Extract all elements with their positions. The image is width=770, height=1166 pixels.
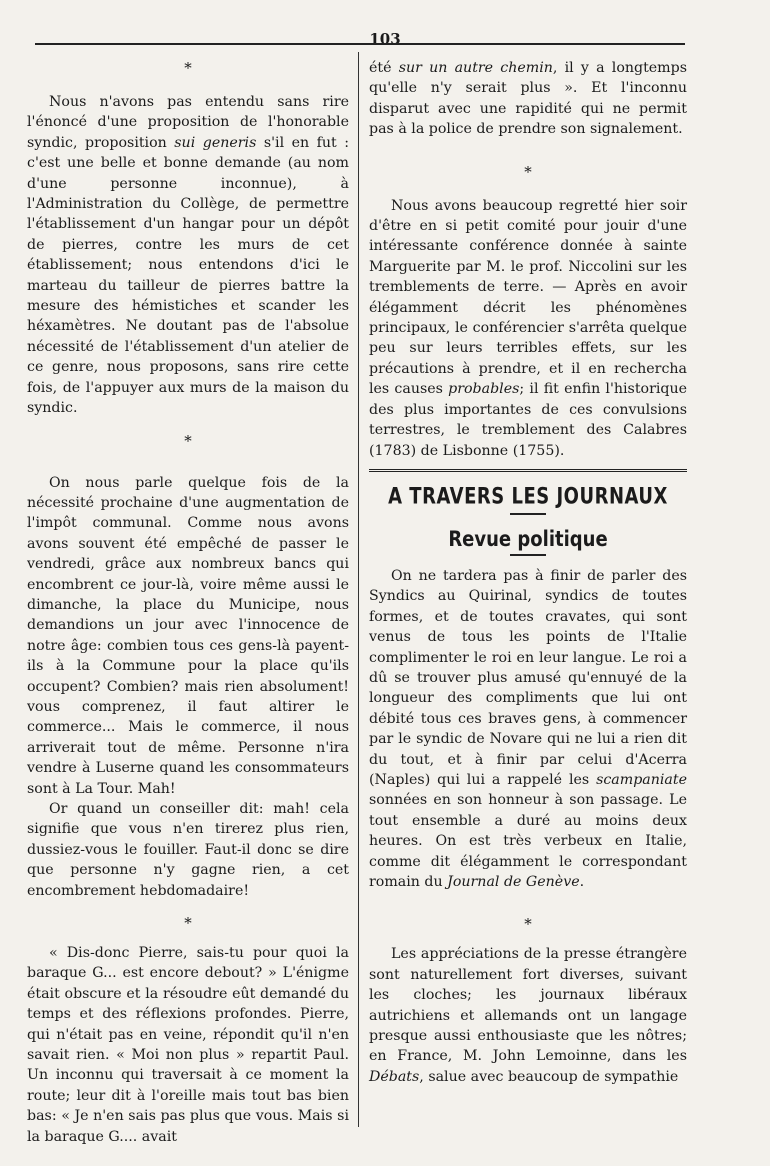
right-column bbox=[369, 58, 687, 1087]
paragraph-impot: On nous parle quelque fois de la nécessité prochaine d'une augmentation de l'impôt communal. Comme nous avons avons souvent été empêché de passer le vendredi, grâce aux nombreux bancs qui encombrent ce jour-là, voire même aussi le dimanche, la place du Municipe, nous demandions un jour avec l'innocence de notre âge: combien tous ces gens-là payent-ils à la Commune pour la place qu'ils occupent? Combien? mais rien absolument! vous comprenez, il faut altirer le commerce... Mais le commerce, il nous arriverait tout de même. Personne n'ira vendre à Luserne quand les consommateurs sont à La Tour. Mah! bbox=[27, 474, 349, 797]
header-rule bbox=[35, 43, 685, 45]
paragraph-hangar: Nous n'avons pas entendu sans rire l'énoncé d'une proposition de l'honorable syndic, proposition sui generis s'il en fut : c'est une belle et bonne demande (au nom d'une personne inconnue), à l'Administration du Collège, de permettre l'établissement d'un hangar pour un dépôt de pierres, contre les murs de cet établissement; nous entendons d'ici le marteau du tailleur de pierres battre la mesure des hémistiches et scander les héxamètres. Ne doutant pas de l'absolue nécessité de l'établissement d'un atelier de ce genre, nous proposons, sans rire cette fois, de l'appuyer aux murs de la maison du syndic. bbox=[27, 94, 350, 417]
section-rule bbox=[369, 469, 687, 472]
paragraph-conseiller: Or quand un conseiller dit: mah! cela signifie que vous n'en tirerez plus rien, dussiez-vous le fouiller. Faut-il donc se dire que personne n'y gagne rien, a cet encombrement hebdomadaire! bbox=[27, 801, 349, 899]
section-star: * bbox=[184, 431, 192, 450]
section-star: * bbox=[184, 914, 192, 933]
page-number: 103 bbox=[369, 30, 401, 48]
title-rule bbox=[510, 513, 546, 515]
section-title: A TRAVERS LES JOURNAUX bbox=[388, 483, 668, 510]
paragraph-baraque-cont: été sur un autre chemin, il y a longtemps qu'elle n'y serait plus ». Et l'inconnu disparut avec une rapidité qui ne permit pas à la police de prendre son signalement. bbox=[369, 60, 687, 138]
paragraph-baraque: « Dis-donc Pierre, sais-tu pour quoi la baraque G... est encore debout? » L'énigme était obscure et la résoudre eût demandé du temps et des réflexions profondes. Pierre, qui n'était pas en veine, répondit qu'il n'en savait rien. « Moi non plus » repartit Paul. Un inconnu qui traversait à ce moment la route; leur dit à l'oreille mais tout bas bien bas: « Je n'en sais pas plus que vous. Mais si la baraque G.... avait bbox=[27, 945, 349, 1145]
section-star: * bbox=[524, 915, 532, 934]
subtitle-rule bbox=[510, 554, 546, 556]
section-star: * bbox=[184, 59, 192, 77]
section-star: * bbox=[524, 162, 532, 181]
left-column bbox=[27, 58, 349, 1147]
paragraph-presse: Les appréciations de la presse étrangère sont naturellement fort diverses, suivant les cloches; les journaux libéraux autrichiens et allemands ont un langage presque aussi enthousiaste que les nôtres; en France, M. John Lemoinne, dans les Débats, salue avec beaucoup de sympathie bbox=[369, 946, 687, 1085]
column-divider bbox=[358, 52, 359, 1127]
section-subtitle: Revue politique bbox=[448, 526, 608, 553]
paragraph-syndics: On ne tardera pas à finir de parler des Syndics au Quirinal, syndics de toutes formes, et de toutes cravates, qui sont venus de tous les points de l'Italie complimenter le roi en leur langue. Le roi a dû se trouver plus amusé qu'ennuyé de la longueur des compliments que lui ont débité tous ces braves gens, à commencer par le syndic de Novare qui ne lui a rien dit du tout, et à finir par celui d'Acerra (Naples) qui lui a rappelé les scampaniate sonnées en son honneur à son passage. Le tout ensemble a duré au moins deux heures. On est très verbeux en Italie, comme dit élégamment le correspondant romain du Journal de Genève. bbox=[369, 567, 687, 890]
paragraph-conference: Nous avons beaucoup regretté hier soir d'être en si petit comité pour jouir d'une intéressante conférence donnée à sainte Marguerite par M. le prof. Niccolini sur les tremblements de terre. — Après en avoir élégamment décrit les phénomènes principaux, le conférencier s'arrêta quelque peu sur leurs terribles effets, sur les précautions à prendre, et il en rechercha les causes probables; il fit enfin l'historique des plus importantes de ces convulsions terrestres, le tremblement des Calabres (1783) de Lisbonne (1755). bbox=[369, 197, 688, 459]
